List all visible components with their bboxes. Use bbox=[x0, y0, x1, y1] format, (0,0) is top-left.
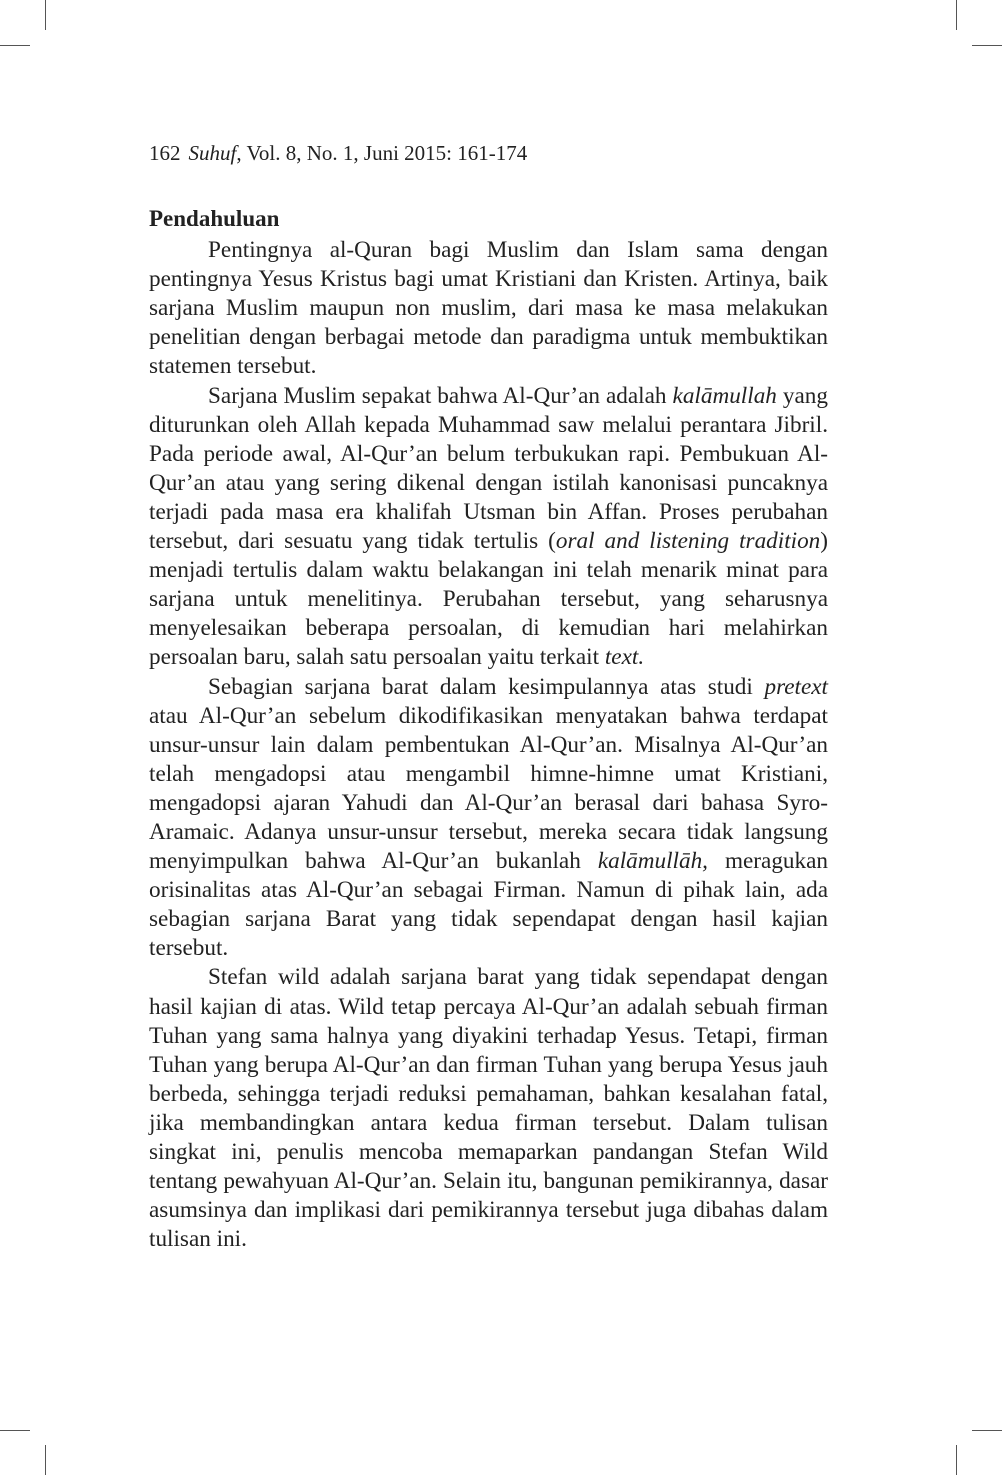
crop-mark bbox=[972, 45, 1002, 46]
crop-mark bbox=[0, 45, 30, 46]
text-run: atau Al-Qur’an sebelum dikodifikasikan menyatakan bahwa terdapat unsur-unsur lain dalam pembentukan Al-Qur’an. Misalnya Al-Qur’an telah mengadopsi atau mengambil himne-himne umat Kristiani, mengadopsi ajaran Yahudi dan Al-Qur’an berasal dari bahasa Syro-Aramaic. Adanya unsur-unsur tersebut, mereka secara tidak langsung menyimpulkan bahwa Al-Qur’an bukanlah bbox=[149, 702, 828, 875]
paragraph bbox=[149, 382, 828, 673]
running-head bbox=[149, 141, 527, 166]
text-run: meragukan orisinalitas atas Al-Qur’an sebagai Firman. Namun di pihak lain, ada sebagian sarjana Barat yang tidak sependapat dengan hasil kajian tersebut. bbox=[149, 848, 828, 962]
text-run: Sebagian sarjana barat dalam kesimpulannya atas studi bbox=[208, 673, 765, 700]
italic-term: oral and listening tradition bbox=[555, 528, 821, 555]
crop-mark bbox=[45, 0, 46, 30]
text-run: Pentingnya al-Quran bagi Muslim dan Islam sama dengan pentingnya Yesus Kristus bagi umat Kristiani dan Kristen. Artinya, baik sarjana Muslim maupun non muslim, dari masa ke masa melakukan penelitian dengan berbagai metode dan paradigma untuk membuktikan statemen tersebut. bbox=[149, 237, 828, 380]
crop-mark bbox=[956, 1445, 957, 1475]
journal-title: Suhuf bbox=[188, 141, 237, 165]
italic-term: kalāmullāh, bbox=[597, 848, 708, 875]
italic-term: text. bbox=[604, 644, 645, 671]
paragraph bbox=[149, 963, 828, 1254]
crop-mark bbox=[956, 0, 957, 30]
text-run: Stefan wild adalah sarjana barat yang tidak sependapat dengan hasil kajian di atas. Wild tetap percaya Al-Qur’an adalah sebuah firman Tuhan yang sama halnya yang diyakini terhadap Yesus. Tetapi, firman Tuhan yang berupa Al-Qur’an dan firman Tuhan yang berupa Yesus jauh berbeda, sehingga terjadi reduksi pemahaman, bahkan kesalahan fatal, jika membandingkan antara kedua firman tersebut. Dalam tulisan singkat ini, penulis mencoba memaparkan pandangan Stefan Wild tentang pewahyuan Al-Qur’an. Selain itu, bangunan pemikirannya, dasar asumsinya dan implikasi dari pemikirannya tersebut juga dibahas dalam tulisan ini. bbox=[149, 964, 828, 1253]
paragraph bbox=[149, 673, 828, 964]
paragraphs bbox=[149, 236, 828, 1254]
page-number: 162 bbox=[149, 141, 181, 165]
crop-mark bbox=[972, 1430, 1002, 1431]
text-run: Sarjana Muslim sepakat bahwa Al-Qur’an adalah bbox=[208, 382, 673, 409]
italic-term: kalāmullah bbox=[672, 382, 777, 409]
paragraph bbox=[149, 236, 828, 381]
crop-mark bbox=[0, 1430, 30, 1431]
italic-term: pretext bbox=[764, 673, 828, 700]
text-run: yang diturunkan oleh Allah kepada Muhammad saw melalui perantara Jibril. Pada periode awal, Al-Qur’an belum terbukukan rapi. Pembukuan Al-Qur’an atau yang sering dikenal dengan istilah kanonisasi puncaknya terjadi pada masa era khalifah Utsman bin Affan. Proses perubahan tersebut, dari sesuatu yang tidak tertulis ( bbox=[149, 382, 828, 555]
crop-mark bbox=[45, 1445, 46, 1475]
journal-citation: , Vol. 8, No. 1, Juni 2015: 161-174 bbox=[236, 141, 528, 165]
article-body bbox=[149, 204, 828, 1254]
section-title: Pendahuluan bbox=[149, 206, 280, 231]
text-run: ) menjadi tertulis dalam waktu belakangan ini telah menarik minat para sarjana untuk menelitinya. Perubahan tersebut, yang seharusnya menyelesaikan beberapa persoalan, di kemudian hari melahirkan persoalan baru, salah satu persoalan yaitu terkait bbox=[149, 528, 828, 671]
